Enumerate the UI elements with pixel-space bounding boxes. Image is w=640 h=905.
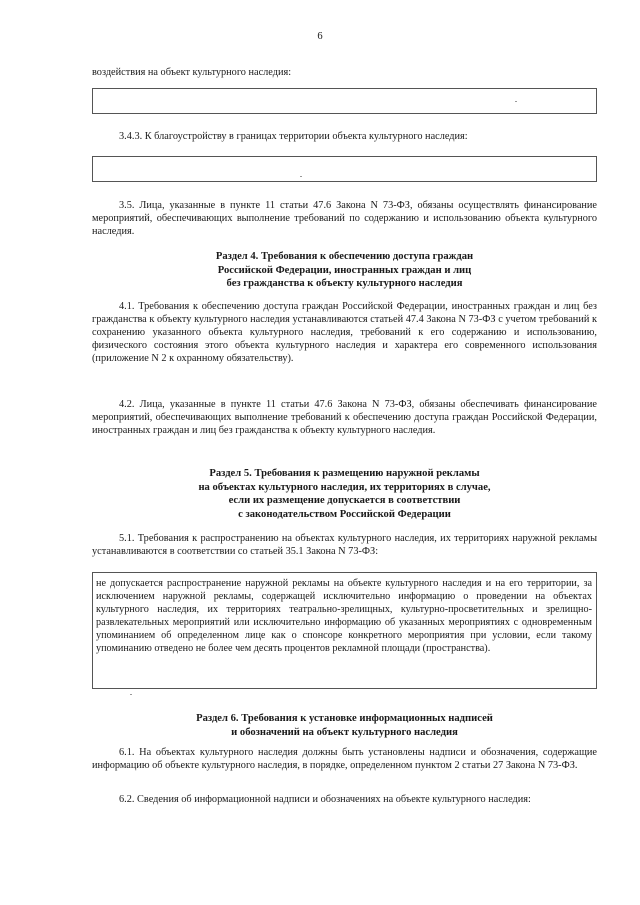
section-4-heading-line: Российской Федерации, иностранных граждан и лиц xyxy=(217,264,472,276)
section-6-heading-line: и обозначений на объект культурного наследия xyxy=(231,726,458,738)
section-5-heading-line: на объектах культурного наследия, их территориях в случае, xyxy=(198,481,491,493)
section-5-heading-line: с законодательством Российской Федерации xyxy=(238,508,451,520)
section-6-heading-line: Раздел 6. Требования к установке информационных надписей xyxy=(196,713,493,724)
paragraph-3-4-3: 3.4.3. К благоустройству в границах территории объекта культурного наследия: xyxy=(119,131,468,142)
section-6-heading xyxy=(92,712,597,739)
paragraph-5-1: 5.1. Требования к распространению на объектах культурного наследия, их территориях наружной рекламы устанавливаются в соответствии со статьей 35.1 Закона N 73-ФЗ: xyxy=(92,533,597,558)
scan-speck xyxy=(300,176,302,177)
section-4-heading-line: без гражданства к объекту культурного наследия xyxy=(226,278,463,290)
page-number: 6 xyxy=(317,31,323,42)
section-4-heading-line: Раздел 4. Требования к обеспечению доступа граждан xyxy=(215,251,474,262)
paragraph-6-2: 6.2. Сведения об информационной надписи и обозначениях на объекте культурного наследия: xyxy=(119,794,531,805)
paragraph-4-1: 4.1. Требования к обеспечению доступа граждан Российской Федерации, иностранных граждан и лиц без гражданства к объекту культурного наследия устанавливаются статьей 47.4 Закона N 73-ФЗ с учетом требований к сохранению указанного объекта культурного наследия, требований к его содержанию и использованию, физического состояния этого объекта культурного наследия и характера его современного использования (приложение N 2 к охранному обязательству). xyxy=(92,301,597,365)
section-5-heading-line: Раздел 5. Требования к размещению наружной рекламы xyxy=(209,468,480,479)
empty-box-impact xyxy=(92,88,597,114)
section-5-heading xyxy=(92,467,597,521)
paragraph-3-5: 3.5. Лица, указанные в пункте 11 статьи 47.6 Закона N 73-ФЗ, обязаны осуществлять финансирование мероприятий, обеспечивающих выполнение требований по содержанию и использованию объекта культурного наследия. xyxy=(92,200,597,238)
section-5-heading-line: если их размещение допускается в соответствии xyxy=(228,495,461,507)
paragraph-6-1: 6.1. На объектах культурного наследия должны быть установлены надписи и обозначения, содержащие информацию об объекте культурного наследия, в порядке, определенном пунктом 2 статьи 27 Закона N 73-ФЗ. xyxy=(92,747,597,772)
scan-speck xyxy=(515,101,517,102)
section-4-heading xyxy=(92,250,597,291)
scan-speck xyxy=(130,694,132,695)
advertising-requirements-text: не допускается распространение наружной рекламы на объекте культурного наследия и на его территории, за исключением наружной рекламы, содержащей исключительно информацию о проведении на объектах культурного наследия, их территориях театрально-зрелищных, культурно-просветительных и зрелищно-развлекательных мероприятий или исключительно информацию об указанных мероприятиях с одновременным упоминанием об определенном лице как о спонсоре конкретного мероприятия при условии, если такому упоминанию отведено не более чем десять процентов рекламной площади (пространства). xyxy=(96,578,592,654)
intro-line: воздействия на объект культурного наследия: xyxy=(92,67,292,78)
empty-box-landscaping xyxy=(92,156,597,182)
paragraph-4-2: 4.2. Лица, указанные в пункте 11 статьи 47.6 Закона N 73-ФЗ, обязаны обеспечивать финансирование мероприятий, обеспечивающих выполнение требований к обеспечению доступа граждан Российской Федерации, иностранных граждан и лиц без гражданства к объекту культурного наследия. xyxy=(92,399,597,437)
